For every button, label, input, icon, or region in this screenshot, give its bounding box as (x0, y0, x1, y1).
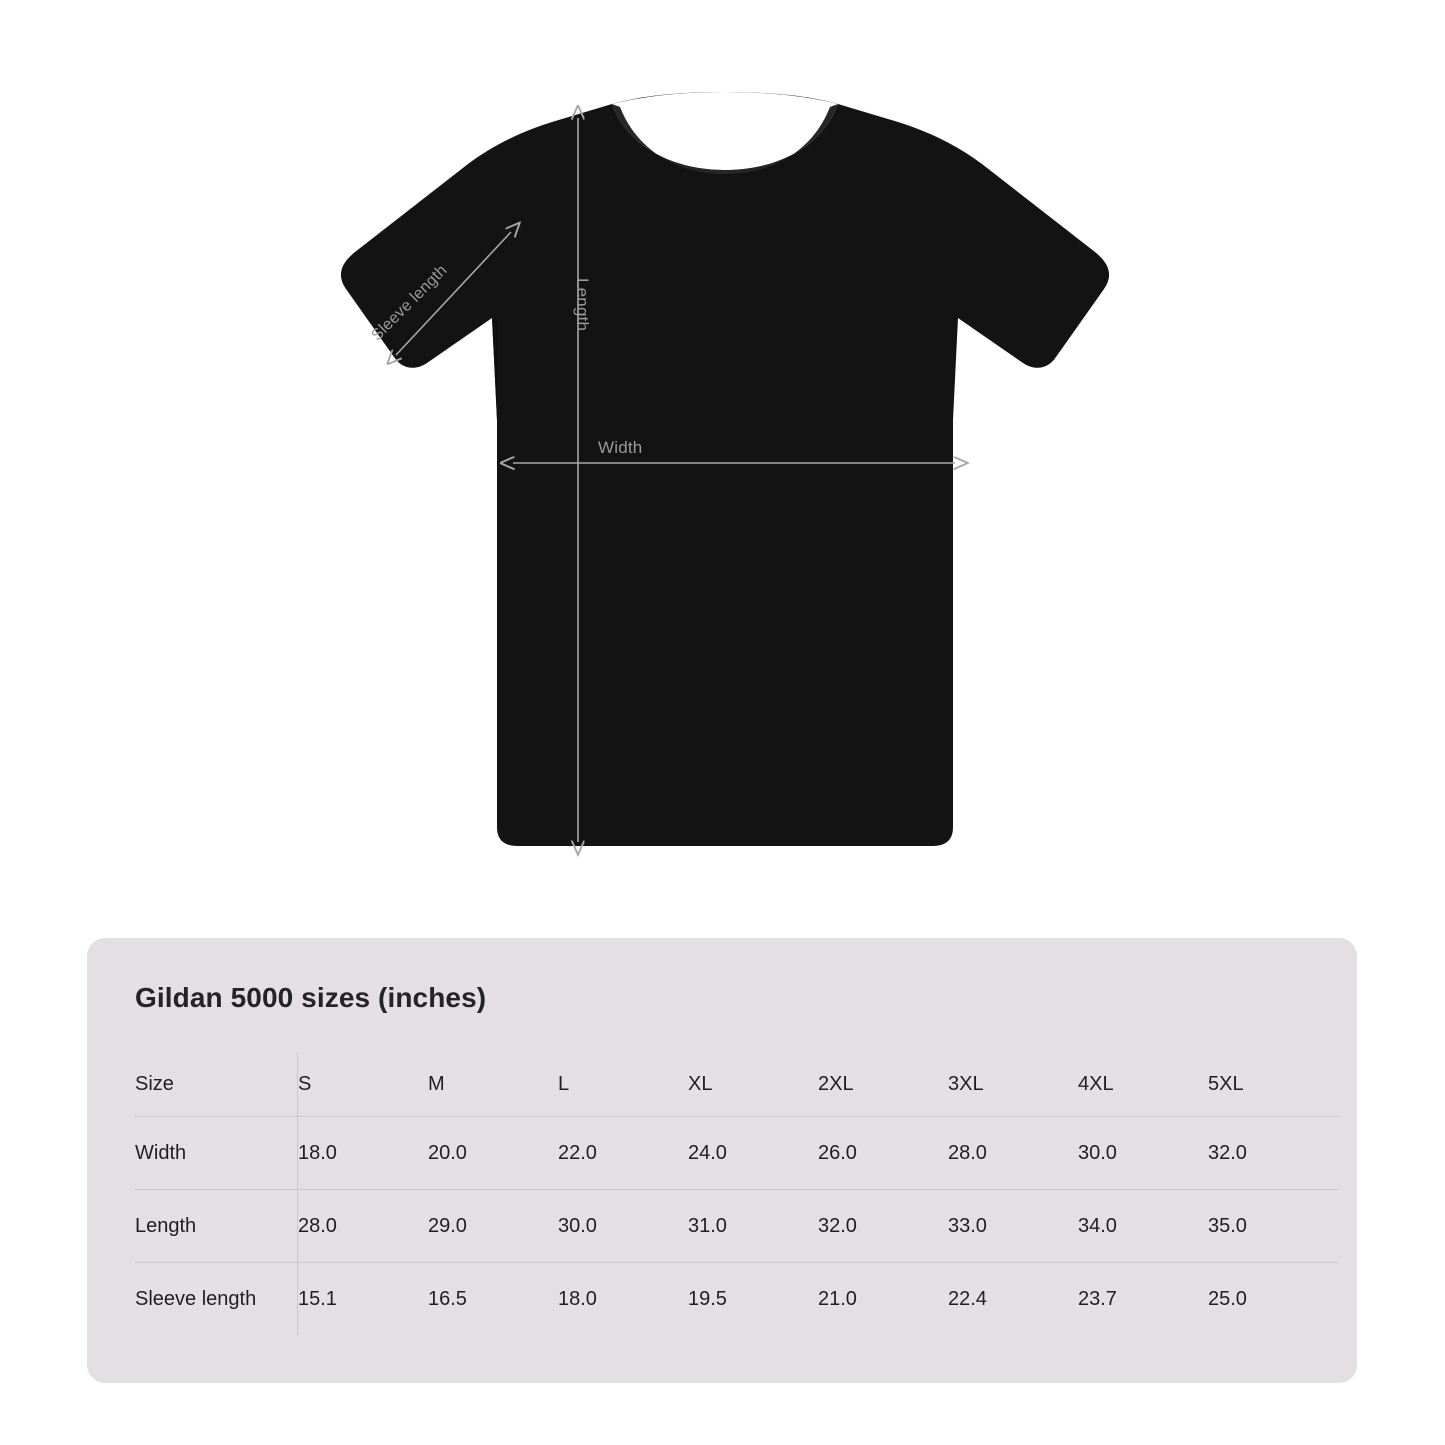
size-chart-title: Gildan 5000 sizes (inches) (135, 982, 487, 1013)
width-l: 22.0 (558, 1117, 688, 1190)
sleeve-5xl: 25.0 (1208, 1263, 1338, 1336)
size-header-m: M (428, 1072, 445, 1095)
sleeve-xl: 19.5 (688, 1263, 818, 1336)
length-2xl: 32.0 (818, 1190, 948, 1263)
row-label-size: Size (135, 1072, 174, 1095)
size-header-4xl: 4XL (1078, 1072, 1114, 1095)
width-4xl: 30.0 (1078, 1117, 1208, 1190)
sleeve-m: 16.5 (428, 1263, 558, 1336)
sleeve-4xl: 23.7 (1078, 1263, 1208, 1336)
table-row-length (135, 1190, 1338, 1263)
row-label-width: Width (135, 1117, 298, 1190)
length-3xl: 33.0 (948, 1190, 1078, 1263)
row-label-sleeve: Sleeve length (135, 1263, 298, 1336)
size-header-2xl: 2XL (818, 1072, 854, 1095)
length-m: 29.0 (428, 1190, 558, 1263)
width-5xl: 32.0 (1208, 1117, 1338, 1190)
sleeve-3xl: 22.4 (948, 1263, 1078, 1336)
sleeve-s: 15.1 (298, 1263, 429, 1336)
sleeve-l: 18.0 (558, 1263, 688, 1336)
table-header-row (135, 1052, 1338, 1117)
size-header-xl: XL (688, 1072, 713, 1095)
sleeve-length-dimension-label: Sleeve length (368, 261, 451, 345)
length-dimension-label: Length (573, 278, 592, 332)
width-3xl: 28.0 (948, 1117, 1078, 1190)
length-xl: 31.0 (688, 1190, 818, 1263)
tshirt-shape (341, 92, 1109, 846)
table-row-sleeve (135, 1263, 1338, 1336)
size-chart-card (87, 938, 1357, 1383)
table-row-width (135, 1117, 1338, 1190)
size-chart-table (135, 1052, 1338, 1335)
length-s: 28.0 (298, 1190, 429, 1263)
width-s: 18.0 (298, 1117, 429, 1190)
size-header-s: S (298, 1052, 429, 1117)
size-header-5xl: 5XL (1208, 1072, 1244, 1095)
width-2xl: 26.0 (818, 1117, 948, 1190)
row-label-length: Length (135, 1190, 298, 1263)
width-m: 20.0 (428, 1117, 558, 1190)
width-dimension-label: Width (598, 438, 643, 457)
size-header-l: L (558, 1072, 570, 1095)
length-l: 30.0 (558, 1190, 688, 1263)
length-5xl: 35.0 (1208, 1190, 1338, 1263)
sleeve-2xl: 21.0 (818, 1263, 948, 1336)
size-header-3xl: 3XL (948, 1072, 984, 1095)
length-4xl: 34.0 (1078, 1190, 1208, 1263)
width-xl: 24.0 (688, 1117, 818, 1190)
